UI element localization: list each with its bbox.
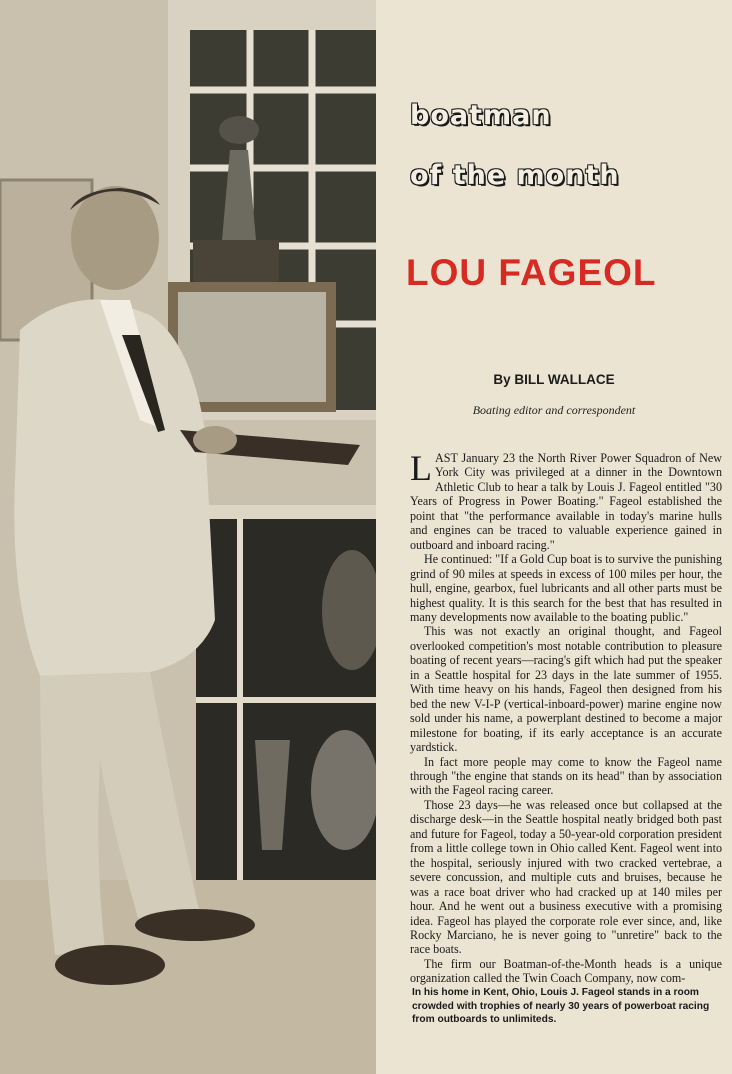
paragraph-3: This was not exactly an original thought, and Fageol overlooked competition's most notable contribution to pleasure boating of recent years—racing's gift which had put the speaker in a Seattle hospital for 23 days in the late summer of 1955. With time heavy on his hands, Fageol then designed from his bed the new V-I-P (vertical-inboard-power) marine engine now sold under his name, a powerplant destined to become a major milestone for boating, if its early acceptance is an accurate yardstick. (410, 624, 722, 755)
drop-cap: L (410, 448, 432, 488)
paragraph-6: The firm our Boatman-of-the-Month heads is a unique organization called the Twin Coach Company, now com- (410, 956, 722, 986)
byline: By BILL WALLACE (493, 372, 615, 387)
paragraph-4: In fact more people may come to know the Fageol name through "the engine that stands on its head" than by association with the Fageol racing career. (410, 754, 722, 798)
paragraph-2: He continued: "If a Gold Cup boat is to survive the punishing grind of 90 miles at speeds in excess of 100 miles per hour, the hull, engine, gearbox, fuel lubricants and all other parts must be highest quality. It is this search for the best that has resulted in many developments now available to the boating public." (410, 552, 722, 624)
article-title: LOU FAGEOL (406, 252, 657, 293)
byline-role: Boating editor and correspondent (472, 403, 636, 417)
paragraph-5: Those 23 days—he was released once but collapsed at the discharge desk—in the Seattle hospital neatly bridged both past and future for Fageol, today a 50-year-old corporation president from a little college town in Ohio called Kent. Fageol went into the hospital, seriously injured with two cracked vertebrae, a severe concussion, and multiple cuts and bruises, because he was a race boat driver who had cracked up at 140 miles per hour. And he went out a business executive with a promising idea. Fageol has played the corporate role ever since, and, like Rocky Marciano, he is never going to "unretire" back to the race boats. (410, 797, 722, 957)
kicker-of-the-month: of the month (410, 160, 620, 191)
paragraph-1-text: AST January 23 the North River Power Squadron of New York City was privileged at a dinner in the Downtown Athletic Club to hear a talk by Louis J. Fageol entitled "30 Years of Progress in Power Boating." Fageol established the point that "the performance available in today's marine hulls and engines can be traced to valuable experience gained in outboard and inboard racing." (410, 451, 722, 552)
photo-caption: In his home in Kent, Ohio, Louis J. Fageol stands in a room crowded with trophies of nearly 30 years of powerboat racing from outboards to unlimiteds. (412, 987, 710, 1025)
kicker-boatman: boatman (410, 100, 552, 131)
paragraph-1 (410, 448, 722, 552)
article-body (410, 448, 722, 986)
